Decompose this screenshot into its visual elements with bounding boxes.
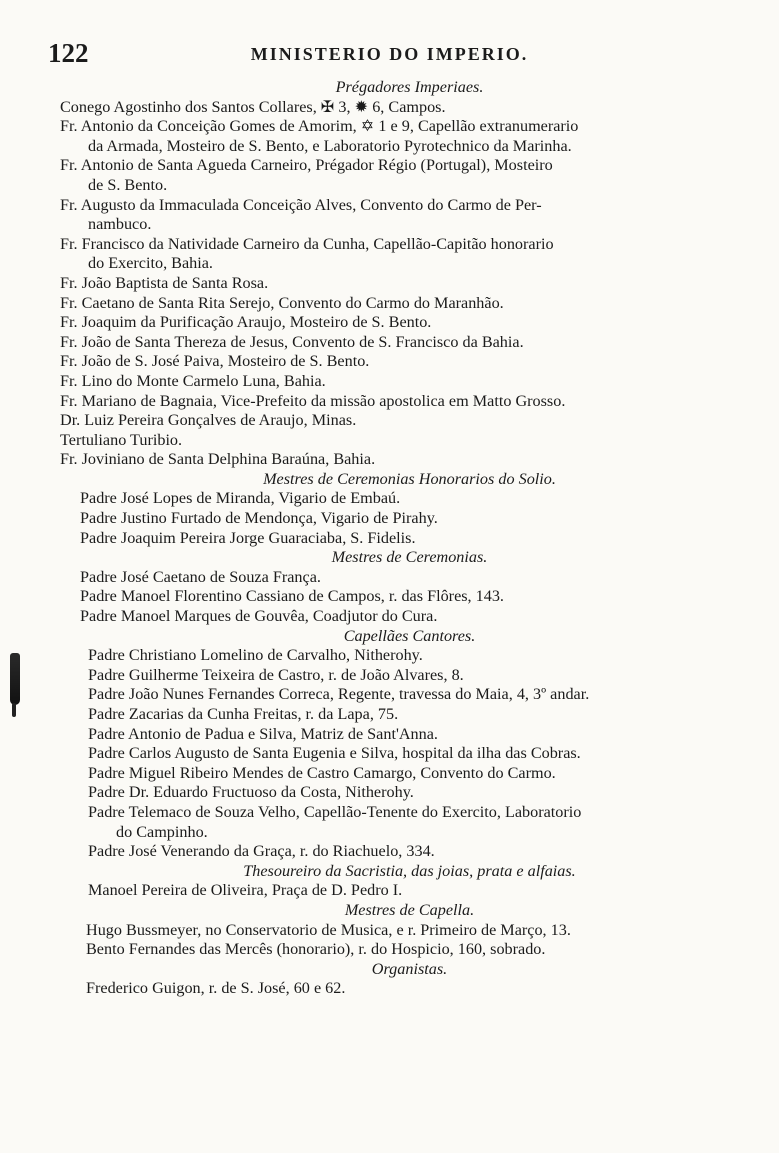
directory-entry (0, 979, 779, 999)
page-header (0, 38, 779, 68)
directory-entry (0, 313, 779, 333)
entry-text: Hugo Bussmeyer, no Conservatorio de Musica, e r. Primeiro de Março, 13. (86, 920, 571, 939)
entry-continuation: do Exercito, Bahia. (88, 254, 213, 273)
entry-text: Padre José Lopes de Miranda, Vigario de Embaú. (80, 489, 401, 508)
entry-text: Fr. Francisco da Natividade Carneiro da Cunha, Capellão-Capitão honorario (60, 234, 554, 253)
entry-text: Fr. Mariano de Bagnaia, Vice-Prefeito da missão apostolica em Matto Grosso. (60, 391, 566, 410)
directory-entry (0, 921, 779, 941)
section-heading: Prégadores Imperiaes. (335, 78, 484, 96)
entry-text: Frederico Guigon, r. de S. José, 60 e 62. (86, 979, 346, 998)
directory-entry (0, 587, 779, 607)
entry-text: Padre Carlos Augusto de Santa Eugenia e Silva, hospital da ilha das Cobras. (88, 744, 581, 763)
entry-text: Padre José Venerando da Graça, r. do Riachuelo, 334. (88, 842, 435, 861)
entry-continuation: da Armada, Mosteiro de S. Bento, e Laboratorio Pyrotechnico da Marinha. (88, 136, 572, 155)
directory-entry (0, 294, 779, 314)
section-heading: Organistas. (371, 959, 448, 978)
directory-entry (0, 685, 779, 705)
entry-continuation: do Campinho. (116, 822, 208, 841)
directory-entry (0, 450, 779, 470)
directory-entry (0, 803, 779, 842)
entry-text: Padre João Nunes Fernandes Correca, Regente, travessa do Maia, 4, 3º andar. (88, 685, 590, 704)
directory-entry (0, 725, 779, 745)
entry-text: Padre Christiano Lomelino de Carvalho, Nitherohy. (88, 646, 423, 665)
directory-entry (0, 764, 779, 784)
entry-text: Padre Zacarias da Cunha Freitas, r. da Lapa, 75. (88, 705, 399, 723)
entry-text: Fr. Lino do Monte Carmelo Luna, Bahia. (60, 371, 326, 390)
page-number: 122 (48, 38, 89, 68)
entry-text: Padre Manoel Florentino Cassiano de Campos, r. das Flôres, 143. (80, 587, 504, 606)
directory-entry (0, 783, 779, 803)
entry-text: Fr. Antonio da Conceição Gomes de Amorim, ✡ 1 e 9, Capellão extranumerario (60, 117, 579, 136)
directory-entry (0, 646, 779, 666)
entry-text: Padre Justino Furtado de Mendonça, Vigario de Pirahy. (80, 509, 438, 528)
directory-entry (0, 274, 779, 294)
directory-entry (0, 529, 779, 549)
entry-text: Fr. Antonio de Santa Agueda Carneiro, Prégador Régio (Portugal), Mosteiro (60, 156, 553, 175)
directory-entry (0, 333, 779, 353)
section-heading: Capellães Cantores. (343, 626, 476, 645)
entry-text: Padre Dr. Eduardo Fructuoso da Costa, Nitherohy. (88, 783, 414, 802)
directory-entry (0, 568, 779, 588)
directory-entry (0, 392, 779, 412)
running-title: MINISTERIO DO IMPERIO. (250, 44, 529, 64)
directory-entry (0, 666, 779, 686)
directory-entry (0, 352, 779, 372)
entry-text: Bento Fernandes das Mercês (honorario), r. do Hospicio, 160, sobrado. (86, 940, 546, 959)
directory-entry (0, 842, 779, 862)
entry-text: Fr. Joaquim da Purificação Araujo, Mosteiro de S. Bento. (60, 313, 432, 332)
directory-entry (0, 607, 779, 627)
entry-text: Padre José Caetano de Souza França. (80, 567, 321, 586)
entry-text: Padre Antonio de Padua e Silva, Matriz de Sant'Anna. (88, 724, 438, 743)
section-heading: Mestres de Ceremonias. (331, 548, 488, 567)
entry-continuation: nambuco. (88, 215, 152, 234)
entry-text: Padre Joaquim Pereira Jorge Guaraciaba, S. Fidelis. (80, 528, 416, 547)
section-heading: Mestres de Ceremonias Honorarios do Solio. (263, 469, 556, 488)
entry-text: Conego Agostinho dos Santos Collares, ✠ 3, ✹ 6, Campos. (60, 97, 446, 116)
entry-text: Fr. Caetano de Santa Rita Serejo, Convento do Carmo do Maranhão. (60, 293, 504, 312)
directory-entry (0, 509, 779, 529)
directory-entry (0, 235, 779, 274)
directory-entry (0, 705, 779, 725)
section-heading: Thesoureiro da Sacristia, das joias, prata e alfaias. (243, 861, 576, 880)
directory-entry (0, 940, 779, 960)
directory-entry (0, 431, 779, 451)
entry-text: Fr. Augusto da Immaculada Conceição Alves, Convento do Carmo de Per- (60, 195, 542, 214)
directory-entry (0, 744, 779, 764)
directory-entry (0, 372, 779, 392)
entry-text: Padre Telemaco de Souza Velho, Capellão-Tenente do Exercito, Laboratorio (88, 802, 582, 821)
entry-text: Manoel Pereira de Oliveira, Praça de D. Pedro I. (88, 881, 403, 900)
entry-text: Fr. João de S. José Paiva, Mosteiro de S. Bento. (60, 352, 370, 371)
directory-entry (0, 117, 779, 156)
entry-text: Fr. João Baptista de Santa Rosa. (60, 273, 269, 292)
directory-entry (0, 156, 779, 195)
entry-text: Padre Guilherme Teixeira de Castro, r. de João Alvares, 8. (88, 665, 464, 684)
directory-entry (0, 98, 779, 118)
directory-entry (0, 196, 779, 235)
directory-entry (0, 411, 779, 431)
entry-text: Fr. João de Santa Thereza de Jesus, Convento de S. Francisco da Bahia. (60, 332, 524, 351)
section-heading: Mestres de Capella. (344, 900, 475, 919)
entry-text: Dr. Luiz Pereira Gonçalves de Araujo, Minas. (60, 411, 357, 430)
entry-text: Padre Manoel Marques de Gouvêa, Coadjutor do Cura. (80, 607, 438, 626)
entry-text: Tertuliano Turibio. (60, 430, 183, 449)
page-body (0, 78, 779, 999)
entry-continuation: de S. Bento. (88, 175, 168, 194)
entry-text: Padre Miguel Ribeiro Mendes de Castro Camargo, Convento do Carmo. (88, 763, 556, 782)
directory-entry (0, 881, 779, 901)
entry-text: Fr. Joviniano de Santa Delphina Baraúna, Bahia. (60, 450, 376, 469)
directory-entry (0, 489, 779, 509)
